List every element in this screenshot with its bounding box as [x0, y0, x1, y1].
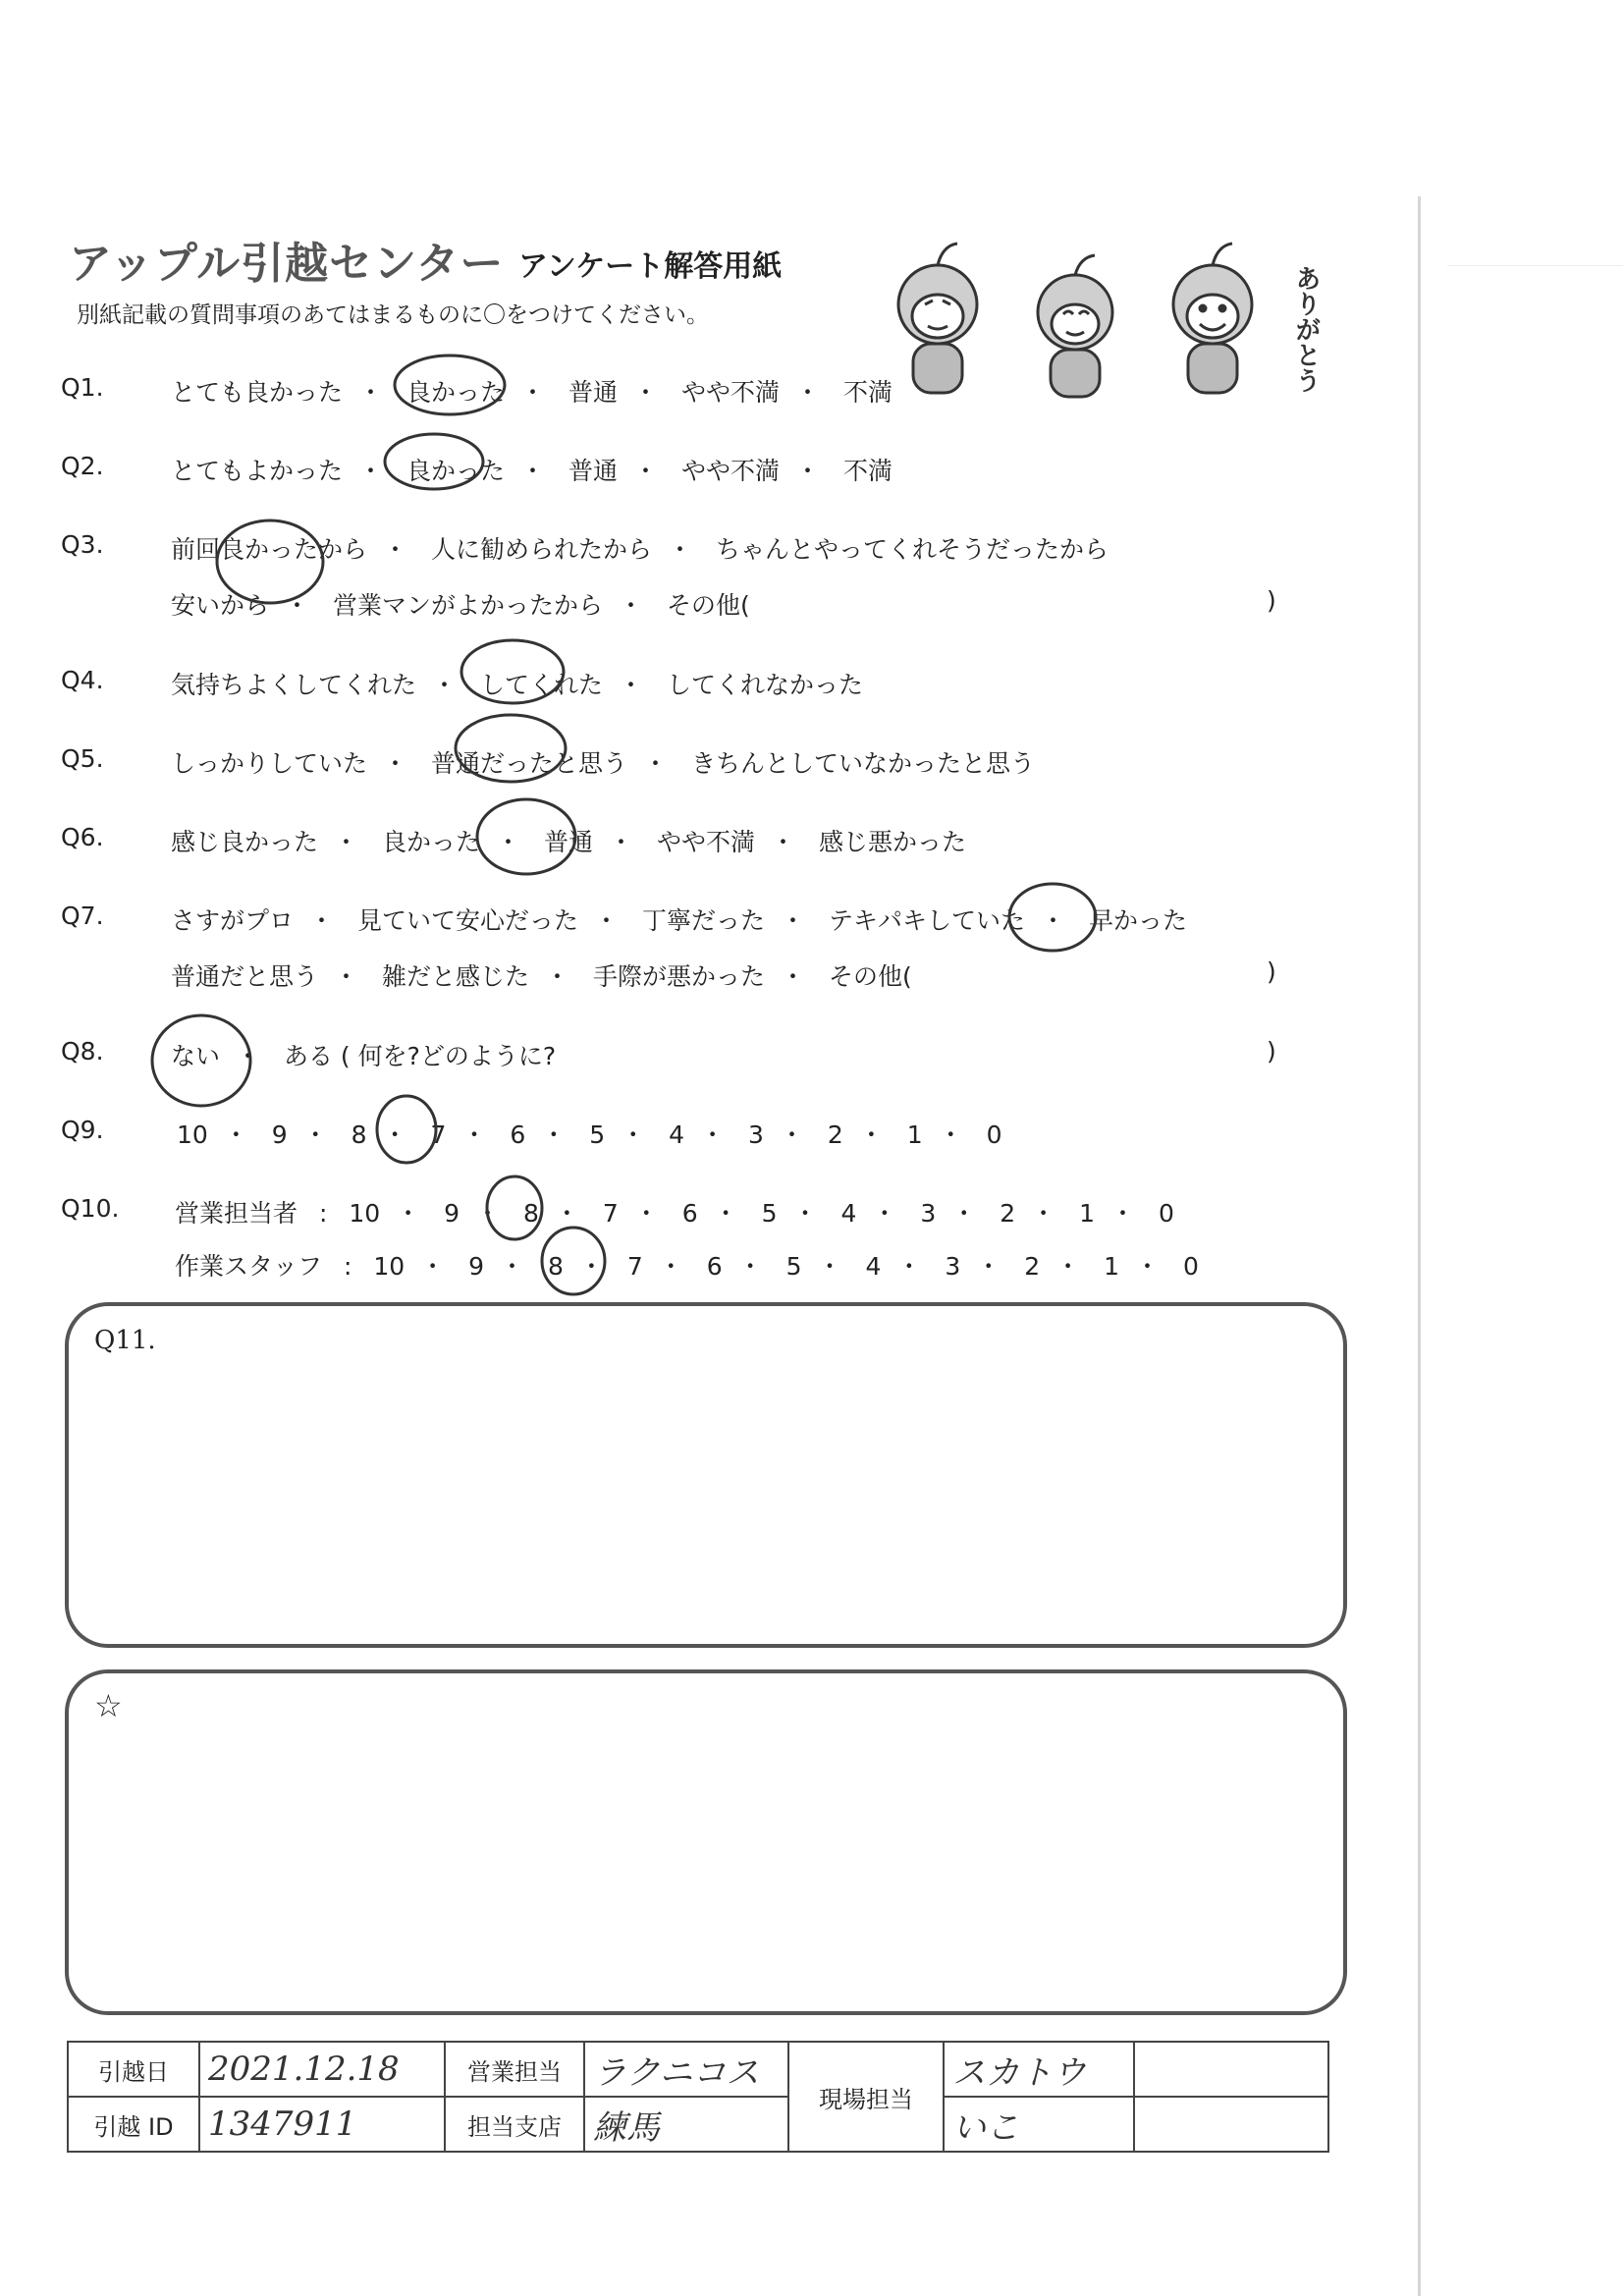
monkey-icon [1173, 244, 1252, 393]
field-staff-label: 現場担当 [788, 2042, 944, 2152]
score-option[interactable]: 7 [602, 1199, 619, 1228]
score-option[interactable]: 1 [1079, 1199, 1096, 1228]
question-number: Q2. [61, 452, 104, 480]
colon: : [343, 1252, 352, 1281]
option[interactable]: 気持ちよくしてくれた [171, 671, 417, 699]
option[interactable]: 普通だと思う [171, 962, 319, 991]
score-option[interactable]: 7 [626, 1252, 643, 1281]
option[interactable]: その他( [828, 962, 912, 991]
close-paren: ) [1267, 586, 1276, 615]
option[interactable]: 前回良かったから [171, 535, 368, 564]
option[interactable]: 丁寧だった [641, 906, 765, 935]
option[interactable]: やや不満 [680, 378, 780, 407]
question-number: Q4. [61, 666, 104, 694]
score-option[interactable]: 5 [785, 1252, 802, 1281]
score-option[interactable]: 0 [1159, 1199, 1174, 1228]
option[interactable]: 良かった [381, 828, 480, 856]
question-number: Q8. [61, 1037, 104, 1066]
score-option[interactable]: 0 [1183, 1252, 1199, 1281]
option[interactable]: してくれなかった [666, 671, 863, 699]
option[interactable]: その他( [666, 591, 750, 620]
option[interactable]: しっかりしていた [171, 749, 368, 778]
option[interactable]: 普通 [568, 457, 618, 485]
score-option[interactable]: 3 [920, 1199, 937, 1228]
score-option[interactable]: 5 [761, 1199, 778, 1228]
option[interactable]: 見ていて安心だった [356, 906, 578, 935]
option[interactable]: やや不満 [680, 457, 780, 485]
score-option[interactable]: 4 [840, 1199, 857, 1228]
option[interactable]: してくれた [479, 671, 603, 699]
score-option[interactable]: 9 [271, 1121, 288, 1149]
option[interactable]: 感じ良かった [171, 828, 319, 856]
option[interactable]: ちゃんとやってくれそうだったから [715, 535, 1109, 564]
score-option[interactable]: 9 [444, 1199, 460, 1228]
star-comment-box[interactable] [65, 1669, 1347, 2015]
option[interactable]: ある ( 何を?どのように? [283, 1042, 557, 1070]
form-subtitle: アンケート解答用紙 [518, 249, 783, 284]
score-option[interactable]: 8 [523, 1199, 539, 1228]
score-option[interactable]: 10 [349, 1199, 381, 1228]
option[interactable]: とてもよかった [171, 457, 344, 485]
option[interactable]: 感じ悪かった [818, 828, 966, 856]
option[interactable]: 手際が悪かった [592, 962, 765, 991]
score-option[interactable]: 0 [986, 1121, 1002, 1149]
page-edge [1418, 196, 1421, 2296]
score-option[interactable]: 8 [351, 1121, 367, 1149]
move-date-value[interactable]: 2021.12.18 [199, 2042, 445, 2097]
close-paren: ) [1267, 957, 1276, 986]
option[interactable]: 雑だと感じた [381, 962, 529, 991]
option[interactable]: 早かった [1088, 906, 1187, 935]
question-number: Q10. [61, 1194, 120, 1223]
score-option[interactable]: 2 [1024, 1252, 1041, 1281]
option[interactable]: 良かった [406, 457, 505, 485]
score-option[interactable]: 8 [548, 1252, 564, 1281]
score-option[interactable]: 2 [1000, 1199, 1016, 1228]
score-option[interactable]: 3 [945, 1252, 961, 1281]
score-option[interactable]: 4 [669, 1121, 685, 1149]
option[interactable]: とても良かった [171, 378, 344, 407]
q11-comment-box[interactable] [65, 1302, 1347, 1648]
move-date-label: 引越日 [68, 2042, 199, 2097]
monkey-icon [1038, 255, 1112, 397]
option[interactable]: 安いから [171, 591, 270, 620]
question-number: Q7. [61, 902, 104, 930]
question-number: Q3. [61, 530, 104, 559]
option[interactable]: さすがプロ [171, 906, 295, 935]
sales-rep-value[interactable]: ラクニコス [584, 2042, 788, 2097]
field-staff-extra-2[interactable] [1134, 2097, 1328, 2152]
field-staff-value-1[interactable]: スカトウ [944, 2042, 1134, 2097]
field-staff-value-2[interactable]: いこ [944, 2097, 1134, 2152]
option[interactable]: 不満 [842, 378, 893, 407]
score-option[interactable]: 5 [589, 1121, 606, 1149]
branch-value[interactable]: 練馬 [584, 2097, 788, 2152]
option[interactable]: ない [171, 1042, 221, 1070]
score-option[interactable]: 7 [430, 1121, 447, 1149]
branch-label: 担当支店 [445, 2097, 584, 2152]
option[interactable]: 人に勧められたから [430, 535, 652, 564]
star-icon: ☆ [94, 1687, 123, 1724]
score-option[interactable]: 10 [177, 1121, 208, 1149]
company-title: アップル引越センター [69, 239, 505, 289]
question-number: Q5. [61, 744, 104, 773]
move-info-table [67, 2041, 1329, 2153]
score-option[interactable]: 3 [748, 1121, 764, 1149]
q11-label: Q11. [94, 1326, 156, 1355]
close-paren: ) [1267, 1037, 1276, 1066]
field-staff-extra-1[interactable] [1134, 2042, 1328, 2097]
score-option[interactable]: 6 [510, 1121, 526, 1149]
page-edge-line [1447, 265, 1623, 266]
sales-rep-label: 営業担当 [445, 2042, 584, 2097]
sales-rep-label: 営業担当者 [175, 1199, 298, 1228]
option[interactable]: 良かった [406, 378, 505, 407]
score-option[interactable]: 2 [827, 1121, 843, 1149]
work-staff-label: 作業スタッフ [175, 1252, 323, 1281]
thanks-text: ありがとう [1291, 265, 1321, 393]
question-number: Q6. [61, 823, 104, 851]
score-option[interactable]: 4 [865, 1252, 882, 1281]
option[interactable]: 普通 [568, 378, 618, 407]
move-id-value[interactable]: 1347911 [199, 2097, 445, 2152]
score-option[interactable]: 10 [373, 1252, 406, 1281]
question-number: Q9. [61, 1116, 104, 1144]
option[interactable]: きちんとしていなかったと思う [690, 749, 1035, 778]
mascot-illustration [864, 236, 1325, 417]
option[interactable]: やや不満 [656, 828, 755, 856]
score-option[interactable]: 1 [906, 1121, 923, 1149]
colon: : [318, 1199, 328, 1228]
score-option[interactable]: 6 [681, 1199, 698, 1228]
score-option[interactable]: 9 [468, 1252, 485, 1281]
option[interactable]: 普通だったと思う [430, 749, 627, 778]
score-option[interactable]: 1 [1104, 1252, 1120, 1281]
monkey-icon [898, 244, 977, 393]
move-id-label: 引越 ID [68, 2097, 199, 2152]
option[interactable]: 不満 [842, 457, 893, 485]
score-option[interactable]: 6 [706, 1252, 723, 1281]
option[interactable]: テキパキしていた [828, 906, 1025, 935]
option[interactable]: 営業マンがよかったから [332, 591, 603, 620]
instruction-text: 別紙記載の質問事項のあてはまるものに〇をつけてください。 [77, 302, 709, 328]
option[interactable]: 普通 [543, 828, 593, 856]
question-number: Q1. [61, 373, 104, 402]
